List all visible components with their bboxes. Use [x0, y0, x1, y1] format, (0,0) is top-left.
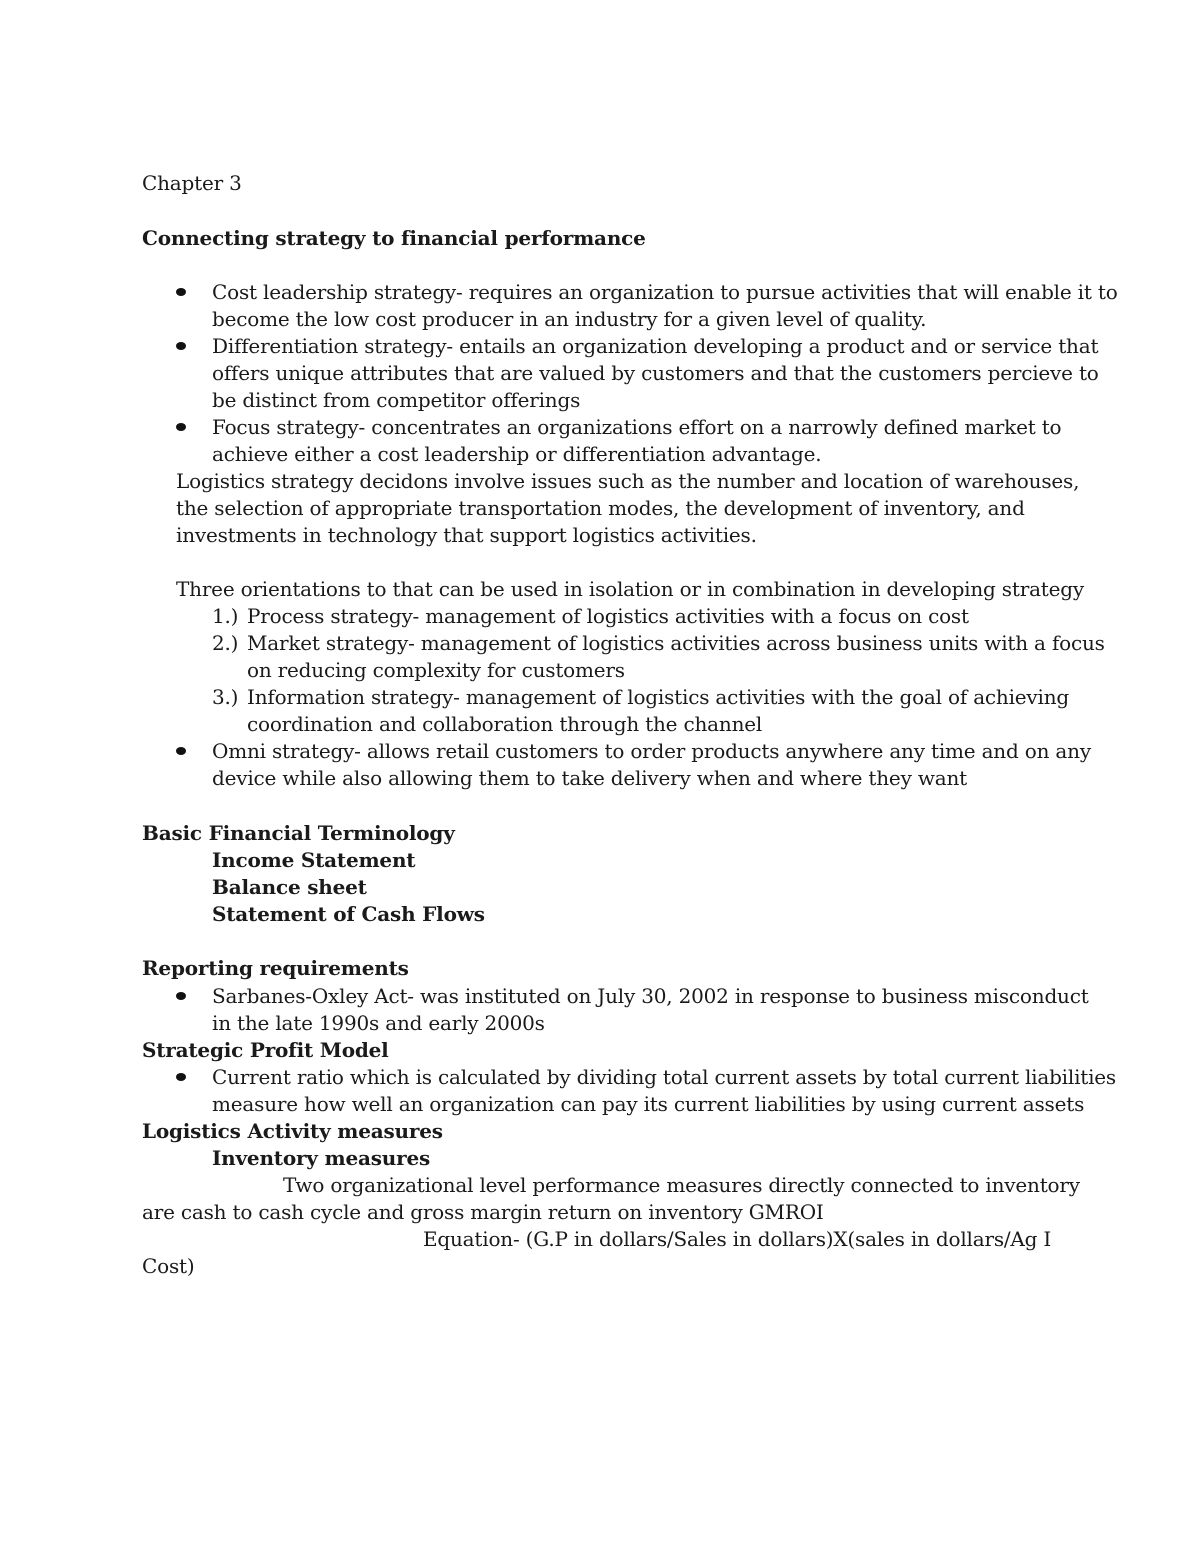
section-heading-activity-measures: Logistics Activity measures [142, 1119, 443, 1143]
bullet-text: in the late 1990s and early 2000s [212, 1011, 545, 1035]
list-item-text: Information strategy- management of logistics activities with the goal of achieving [247, 685, 1070, 709]
orientations-intro: Three orientations to that can be used in isolation or in combination in developing strategy [176, 577, 1084, 601]
equation-line: Cost) [142, 1254, 195, 1278]
section-heading-strategy: Connecting strategy to financial performance [142, 226, 646, 250]
paragraph-line: investments in technology that support logistics activities. [176, 523, 757, 547]
bullet-text: Current ratio which is calculated by dividing total current assets by total current liabilities [212, 1065, 1116, 1089]
bullet-icon [176, 423, 186, 431]
bullet-text: offers unique attributes that are valued by customers and that the customers percieve to [212, 361, 1099, 385]
list-item-text: Market strategy- management of logistics activities across business units with a focus [247, 631, 1105, 655]
list-item-text: Process strategy- management of logistics activities with a focus on cost [247, 604, 969, 628]
term-item: Statement of Cash Flows [212, 902, 485, 926]
bullet-icon [176, 747, 186, 755]
bullet-icon [176, 992, 186, 1000]
list-item-text: on reducing complexity for customers [247, 658, 625, 682]
list-item-text: coordination and collaboration through the channel [247, 712, 763, 736]
equation-line: Equation- (G.P in dollars/Sales in dollars)X(sales in dollars/Ag I [423, 1227, 1052, 1251]
bullet-icon [176, 288, 186, 296]
paragraph-line: the selection of appropriate transportation modes, the development of inventory, and [176, 496, 1025, 520]
bullet-text: Omni strategy- allows retail customers to order products anywhere any time and on any [212, 739, 1091, 763]
chapter-title: Chapter 3 [142, 171, 242, 195]
bullet-text: Sarbanes-Oxley Act- was instituted on July 30, 2002 in response to business misconduct [212, 984, 1089, 1008]
bullet-icon [176, 1073, 186, 1081]
bullet-text: Differentiation strategy- entails an organization developing a product and or service that [212, 334, 1099, 358]
bullet-icon [176, 342, 186, 350]
bullet-text: be distinct from competitor offerings [212, 388, 581, 412]
paragraph-line: Two organizational level performance measures directly connected to inventory [283, 1173, 1080, 1197]
paragraph-line: are cash to cash cycle and gross margin return on inventory GMROI [142, 1200, 824, 1224]
term-item: Income Statement [212, 848, 416, 872]
list-number: 3.) [212, 685, 239, 709]
bullet-text: Focus strategy- concentrates an organizations effort on a narrowly defined market to [212, 415, 1062, 439]
section-heading-financial-terminology: Basic Financial Terminology [142, 821, 455, 845]
section-heading-profit-model: Strategic Profit Model [142, 1038, 389, 1062]
bullet-text: measure how well an organization can pay its current liabilities by using current assets [212, 1092, 1085, 1116]
list-number: 1.) [212, 604, 239, 628]
subheading-inventory-measures: Inventory measures [212, 1146, 431, 1170]
bullet-text: Cost leadership strategy- requires an organization to pursue activities that will enable it to [212, 280, 1118, 304]
bullet-text: achieve either a cost leadership or differentiation advantage. [212, 442, 822, 466]
bullet-text: device while also allowing them to take delivery when and where they want [212, 766, 967, 790]
bullet-text: become the low cost producer in an industry for a given level of quality. [212, 307, 927, 331]
list-number: 2.) [212, 631, 239, 655]
term-item: Balance sheet [212, 875, 367, 899]
section-heading-reporting: Reporting requirements [142, 956, 409, 980]
paragraph-line: Logistics strategy decidons involve issues such as the number and location of warehouses, [176, 469, 1080, 493]
